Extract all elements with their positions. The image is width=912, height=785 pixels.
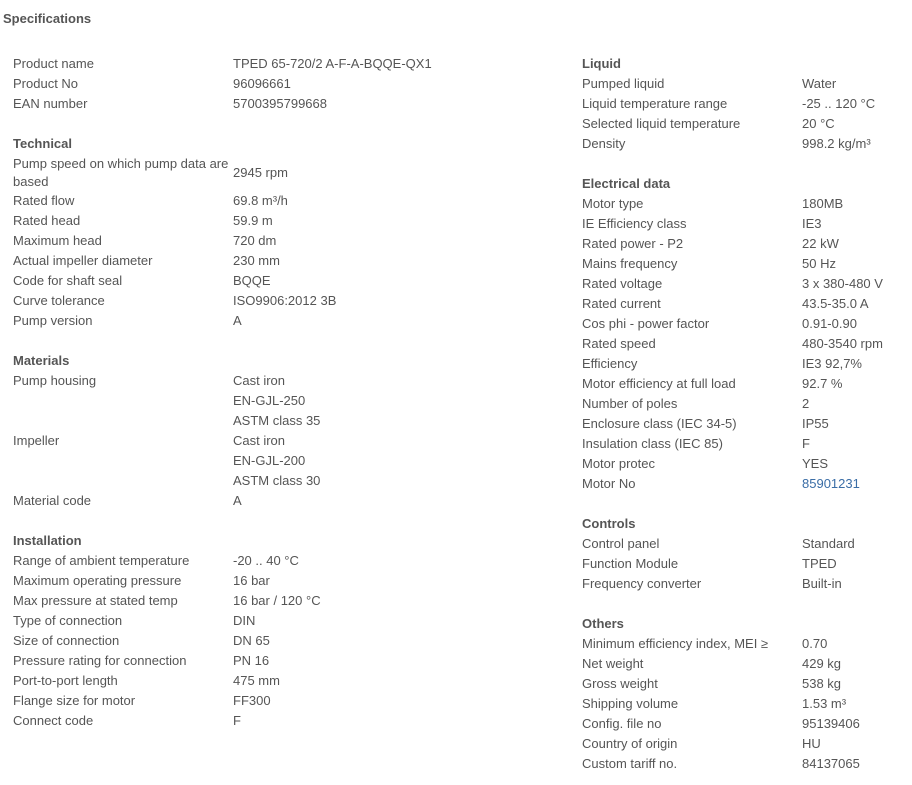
spec-value: HU — [802, 736, 821, 751]
spec-row — [582, 474, 902, 494]
spec-row — [582, 574, 902, 594]
spec-value: 5700395799668 — [233, 96, 327, 111]
section-heading: Controls — [582, 516, 636, 531]
spec-row — [13, 451, 573, 471]
spec-row — [13, 711, 573, 731]
spec-row — [582, 454, 902, 474]
spec-label: Selected liquid temperature — [582, 116, 741, 131]
spec-value: EN-GJL-250 — [233, 393, 306, 408]
spec-row — [13, 371, 573, 391]
spec-value: 2 — [802, 396, 810, 411]
spec-label: Rated flow — [13, 193, 75, 208]
spec-label: Pump speed on which pump data are based — [13, 156, 229, 189]
section-heading: Electrical data — [582, 176, 671, 191]
spec-row — [582, 374, 902, 394]
spec-row — [582, 74, 902, 94]
spec-row — [13, 631, 573, 651]
spec-row — [13, 231, 573, 251]
spec-row — [582, 394, 902, 414]
spec-row — [13, 154, 573, 191]
spec-label: Net weight — [582, 656, 644, 671]
spec-value: IP55 — [802, 416, 829, 431]
spec-row — [582, 214, 902, 234]
spec-label: Control panel — [582, 536, 660, 551]
spec-value: 22 kW — [802, 236, 839, 251]
spec-value: IE3 92,7% — [802, 356, 862, 371]
spec-row — [13, 551, 573, 571]
spec-value: Cast iron — [233, 373, 286, 388]
spec-value: 43.5-35.0 A — [802, 296, 869, 311]
spec-value: 720 dm — [233, 233, 277, 248]
spec-row — [582, 314, 902, 334]
spec-row — [13, 311, 573, 331]
general-section — [13, 54, 573, 114]
spec-label: Liquid temperature range — [582, 96, 728, 111]
motor-no-link[interactable]: 85901231 — [802, 476, 860, 491]
spec-label: Rated power - P2 — [582, 236, 684, 251]
spec-label: Pump housing — [13, 373, 97, 388]
spec-value: -20 .. 40 °C — [233, 553, 299, 568]
section-heading: Installation — [13, 533, 82, 548]
spec-row — [582, 274, 902, 294]
spec-row — [582, 434, 902, 454]
spec-label: Cos phi - power factor — [582, 316, 710, 331]
spec-value: Water — [802, 76, 837, 91]
spec-value: BQQE — [233, 273, 271, 288]
spec-label: Custom tariff no. — [582, 756, 678, 771]
spec-value: A — [233, 493, 242, 508]
spec-label: Motor protec — [582, 456, 655, 471]
spec-value: 180MB — [802, 196, 844, 211]
spec-value: 1.53 m³ — [802, 696, 847, 711]
spec-label: Motor type — [582, 196, 644, 211]
spec-row — [582, 94, 902, 114]
spec-value: 2945 rpm — [233, 164, 288, 180]
spec-value: 429 kg — [802, 656, 842, 671]
spec-value: 95139406 — [802, 716, 860, 731]
page-title: Specifications — [3, 11, 92, 26]
spec-label: Rated current — [582, 296, 661, 311]
spec-value: 3 x 380-480 V — [802, 276, 883, 291]
spec-label: Efficiency — [582, 356, 638, 371]
spec-label: Country of origin — [582, 736, 678, 751]
spec-row — [582, 534, 902, 554]
spec-row — [13, 591, 573, 611]
spec-value: 92.7 % — [802, 376, 843, 391]
spec-label: Rated head — [13, 213, 81, 228]
spec-row — [13, 191, 573, 211]
spec-label: Connect code — [13, 713, 94, 728]
spec-row — [582, 694, 902, 714]
spec-value: 20 °C — [802, 116, 835, 131]
spec-label: Maximum operating pressure — [13, 573, 182, 588]
spec-label: Product No — [13, 76, 79, 91]
spec-label: Rated speed — [582, 336, 656, 351]
spec-value: Cast iron — [233, 433, 286, 448]
spec-row — [582, 294, 902, 314]
left-column — [13, 54, 573, 731]
spec-label: IE Efficiency class — [582, 216, 687, 231]
spec-row — [13, 251, 573, 271]
spec-row — [13, 671, 573, 691]
section-heading: Materials — [13, 353, 70, 368]
spec-value: 480-3540 rpm — [802, 336, 883, 351]
spec-row — [582, 354, 902, 374]
spec-label: Flange size for motor — [13, 693, 136, 708]
spec-label: Size of connection — [13, 633, 120, 648]
electrical-section — [582, 174, 902, 494]
spec-row — [13, 691, 573, 711]
spec-label: Density — [582, 136, 626, 151]
spec-label: Type of connection — [13, 613, 123, 628]
spec-row — [582, 234, 902, 254]
spec-row — [13, 291, 573, 311]
spec-value: TPED — [802, 556, 837, 571]
spec-value: Built-in — [802, 576, 842, 591]
spec-value: 96096661 — [233, 76, 291, 91]
spec-value: 230 mm — [233, 253, 280, 268]
spec-value: 50 Hz — [802, 256, 836, 271]
spec-label: Actual impeller diameter — [13, 253, 153, 268]
spec-value: ISO9906:2012 3B — [233, 293, 337, 308]
spec-label: Mains frequency — [582, 256, 678, 271]
installation-section — [13, 531, 573, 731]
spec-value: EN-GJL-200 — [233, 453, 306, 468]
spec-label: Motor efficiency at full load — [582, 376, 736, 391]
spec-value: ASTM class 30 — [233, 473, 321, 488]
spec-label: Function Module — [582, 556, 679, 571]
spec-value: 84137065 — [802, 756, 860, 771]
spec-row — [582, 734, 902, 754]
materials-section — [13, 351, 573, 511]
section-heading: Liquid — [582, 56, 621, 71]
spec-value: Standard — [802, 536, 855, 551]
spec-label: Enclosure class (IEC 34-5) — [582, 416, 737, 431]
spec-row — [582, 654, 902, 674]
spec-row — [582, 634, 902, 654]
spec-label: Max pressure at stated temp — [13, 593, 178, 608]
spec-label: Number of poles — [582, 396, 678, 411]
spec-value: F — [802, 436, 810, 451]
spec-value: F — [233, 713, 241, 728]
spec-row — [582, 334, 902, 354]
spec-label: Range of ambient temperature — [13, 553, 190, 568]
spec-value: ASTM class 35 — [233, 413, 321, 428]
spec-row — [582, 114, 902, 134]
spec-label: Impeller — [13, 433, 60, 448]
controls-section — [582, 514, 902, 594]
others-section — [582, 614, 902, 774]
spec-row — [13, 271, 573, 291]
spec-label: Port-to-port length — [13, 673, 118, 688]
spec-row — [582, 194, 902, 214]
spec-label: Pressure rating for connection — [13, 653, 187, 668]
spec-value: FF300 — [233, 693, 271, 708]
section-heading: Others — [582, 616, 624, 631]
spec-label: Shipping volume — [582, 696, 679, 711]
spec-value: PN 16 — [233, 653, 270, 668]
spec-label: Gross weight — [582, 676, 658, 691]
spec-row — [582, 134, 902, 154]
section-heading: Technical — [13, 136, 73, 151]
spec-value: IE3 — [802, 216, 822, 231]
spec-value: TPED 65-720/2 A-F-A-BQQE-QX1 — [233, 56, 432, 71]
spec-row — [13, 431, 573, 451]
spec-row — [582, 554, 902, 574]
spec-value: 16 bar — [233, 573, 270, 588]
right-column — [582, 54, 902, 774]
spec-label: EAN number — [13, 96, 88, 111]
spec-value: 0.70 — [802, 636, 828, 651]
spec-label: Pump version — [13, 313, 93, 328]
spec-value: 69.8 m³/h — [233, 193, 288, 208]
spec-label: Curve tolerance — [13, 293, 105, 308]
spec-value: 538 kg — [802, 676, 842, 691]
technical-section — [13, 134, 573, 331]
spec-label: Product name — [13, 56, 94, 71]
spec-value: 59.9 m — [233, 213, 273, 228]
spec-row — [13, 391, 573, 411]
spec-row — [13, 571, 573, 591]
spec-label: Code for shaft seal — [13, 273, 123, 288]
spec-value: DIN — [233, 613, 256, 628]
spec-value: YES — [802, 456, 829, 471]
spec-label: Rated voltage — [582, 276, 663, 291]
spec-row — [13, 94, 573, 114]
spec-row — [13, 651, 573, 671]
spec-value: A — [233, 313, 242, 328]
spec-label: Minimum efficiency index, MEI ≥ — [582, 636, 769, 651]
spec-row — [582, 414, 902, 434]
spec-row — [13, 211, 573, 231]
liquid-section — [582, 54, 902, 154]
spec-row — [13, 491, 573, 511]
spec-label: Pumped liquid — [582, 76, 665, 91]
spec-label: Insulation class (IEC 85) — [582, 436, 723, 451]
spec-row — [13, 471, 573, 491]
spec-row — [13, 411, 573, 431]
spec-row — [582, 754, 902, 774]
spec-row — [13, 54, 573, 74]
spec-row — [582, 674, 902, 694]
spec-row — [582, 254, 902, 274]
spec-value: DN 65 — [233, 633, 270, 648]
spec-label: Motor No — [582, 476, 636, 491]
spec-row — [13, 611, 573, 631]
spec-row — [582, 714, 902, 734]
spec-label: Config. file no — [582, 716, 662, 731]
spec-value: 16 bar / 120 °C — [233, 593, 321, 608]
spec-value: 475 mm — [233, 673, 280, 688]
spec-value: 0.91-0.90 — [802, 316, 857, 331]
spec-label: Frequency converter — [582, 576, 702, 591]
spec-value: 998.2 kg/m³ — [802, 136, 871, 151]
spec-value: -25 .. 120 °C — [802, 96, 876, 111]
spec-row — [13, 74, 573, 94]
spec-label: Material code — [13, 493, 92, 508]
spec-label: Maximum head — [13, 233, 102, 248]
